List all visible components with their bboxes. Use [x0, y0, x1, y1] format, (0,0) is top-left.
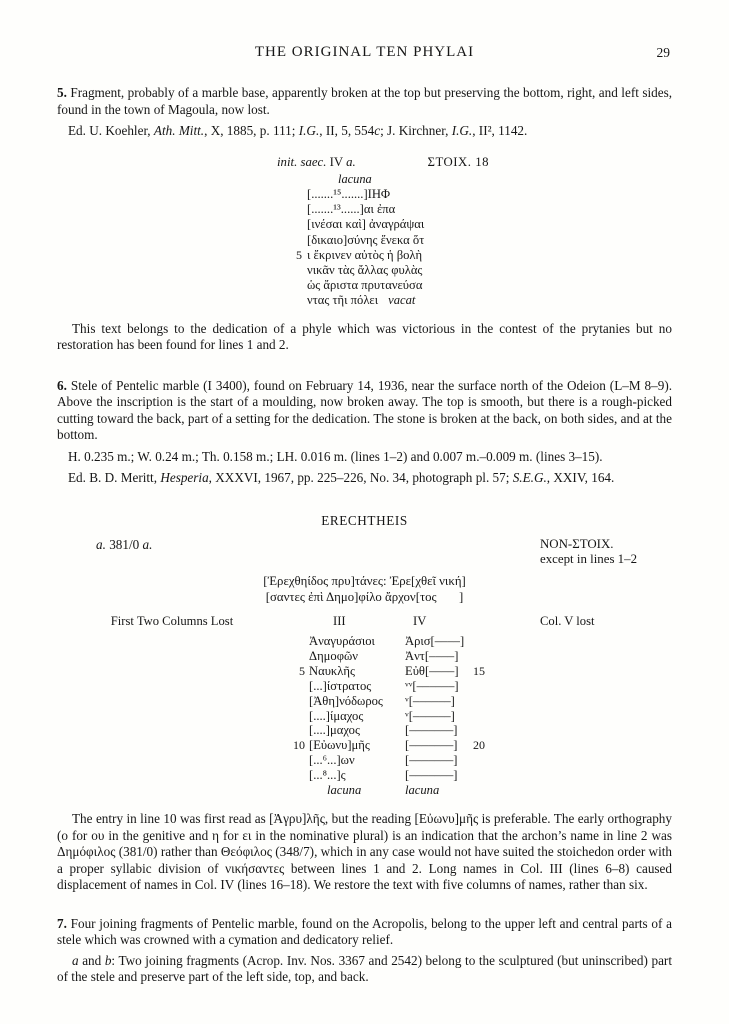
greek-text: ι ἔκρινεν αὐτὸς ἡ βολὴ — [307, 247, 423, 262]
spacer — [57, 649, 287, 664]
line-number — [473, 649, 503, 664]
column-row — [57, 694, 672, 709]
non-stoichedon-line2: except in lines 1–2 — [540, 551, 638, 566]
line-number: 5 — [299, 663, 305, 678]
entry-5-text: Fragment, probably of a marble base, apparently broken at the top but preserving the bottom, right, and left sides, found in the town of Magoula, now lost. — [57, 85, 673, 117]
citation-text: Ed. U. Koehler, — [68, 123, 154, 138]
column-4-label: IV — [413, 614, 427, 629]
entry-7-text: Four joining fragments of Pentelic marble, found on the Acropolis, belong to the upper left and central parts of a stele which was crowned with a cymation and dedicatory relief. — [57, 915, 673, 947]
deme-name: Δημοφῶν — [309, 648, 358, 663]
line-number — [287, 709, 309, 724]
inscription-line — [282, 263, 672, 278]
personal-name: [–––––––] — [405, 723, 458, 738]
entry-5-commentary: This text belongs to the dedication of a phyle which was victorious in the contest of the prytanies but no restoration has been found for lines 1 and 2. — [57, 320, 672, 353]
entry-6-number: 6. — [57, 377, 67, 393]
work-title-italic: c — [374, 123, 381, 138]
columns-lost-label: First Two Columns Lost — [110, 614, 234, 629]
greek-text: ντας τῆι πόλει — [307, 293, 379, 308]
entry-6-citation — [57, 470, 672, 487]
column-row — [57, 768, 672, 783]
personal-name: [–––––––] — [405, 768, 458, 783]
date-numeral: 381/0 — [109, 537, 140, 553]
personal-name: ᵛ[––––––] — [405, 708, 455, 723]
column-row — [57, 664, 672, 679]
date-italic: a. — [346, 154, 356, 169]
inscription-line — [282, 293, 672, 308]
inscription-line — [282, 233, 672, 248]
citation-text: Ed. B. D. Meritt, — [68, 470, 161, 486]
entry-7-number: 7. — [57, 915, 67, 931]
greek-text: [.......¹³......]αι ἐπα — [307, 202, 396, 217]
column-row — [57, 723, 672, 738]
citation-text: , II, 5, 554 — [319, 123, 375, 138]
spacer — [57, 634, 287, 649]
personal-name: ᵛᵛ[––––––] — [405, 678, 459, 693]
fragment-letter-italic: a — [72, 952, 79, 968]
lacuna-label-top: lacuna — [338, 172, 372, 186]
column-3-label: III — [333, 614, 346, 629]
column-row — [57, 753, 672, 768]
spacer — [57, 709, 287, 724]
inscription-5-text — [282, 187, 672, 309]
citation-text: ; J. Kirchner, — [380, 123, 452, 138]
page-title: THE ORIGINAL TEN PHYLAI — [254, 44, 475, 60]
line-number — [287, 634, 309, 649]
line-number — [287, 723, 309, 738]
spacer — [57, 664, 287, 679]
spacer — [57, 768, 287, 783]
line-number — [287, 753, 309, 768]
column-row — [57, 709, 672, 724]
page-number: 29 — [656, 45, 670, 60]
spacer — [57, 738, 287, 753]
entry-6-paragraph — [57, 378, 672, 444]
column-row — [57, 738, 672, 753]
inscription-5-date — [277, 154, 356, 171]
personal-name: Ἀντ[––––] — [405, 648, 459, 663]
deme-name: Ἀναγυράσιοι — [309, 634, 375, 649]
entry-5-paragraph — [57, 85, 672, 118]
date-italic: init. saec. — [277, 154, 327, 169]
inscription-line — [282, 217, 672, 232]
inscription-line — [282, 187, 672, 202]
fragment-letter-italic: b — [104, 952, 112, 968]
columns-header — [57, 614, 672, 629]
lacuna-label: lacuna — [327, 783, 362, 798]
entry-5-number: 5. — [57, 85, 67, 100]
spacer — [57, 694, 287, 709]
stoichedon-label: ΣΤΟΙΧ. 18 — [427, 154, 489, 169]
date-italic: a. — [142, 537, 153, 553]
personal-name: Ἀρισ[––––] — [405, 634, 465, 649]
lacuna-label: lacuna — [405, 783, 440, 798]
spacer — [473, 614, 503, 629]
personal-name: [–––––––] — [405, 753, 458, 768]
entry-5-citation — [57, 123, 672, 140]
inscription-6-heading-line: [Ἐρεχθηίδος πρυ]τάνες: Ἐρε[χθεῖ νική] — [263, 574, 466, 589]
work-title-italic: Hesperia — [160, 470, 209, 486]
line-number — [287, 679, 309, 694]
inscription-6-title: ERECHTHEIS — [321, 512, 408, 528]
column-row — [57, 679, 672, 694]
entry-7-paragraph — [57, 916, 672, 949]
spacer — [287, 614, 309, 629]
deme-name: [...⁶...]ων — [309, 753, 355, 768]
inscription-6-heading-line: [σαντες ἐπὶ Δημο]φίλο ἄρχον[τος ] — [265, 589, 464, 604]
work-title-italic: S.E.G. — [512, 470, 547, 486]
spacer — [57, 783, 287, 798]
inscription-6-header — [57, 537, 672, 566]
deme-name: [Εὐωνυ]μῆς — [309, 738, 370, 753]
greek-text: ὡς ἄριστα πρυτανεύσα — [307, 278, 423, 293]
line-number — [473, 694, 503, 709]
personal-name: [–––––––] — [405, 738, 458, 753]
non-stoichedon-line1: NON-ΣΤΟΙΧ. — [540, 537, 614, 552]
inscription-line — [282, 248, 672, 263]
vacat-label: vacat — [388, 293, 416, 308]
line-number — [287, 649, 309, 664]
greek-text: [.......¹⁵.......]ΙΗΦ — [307, 187, 391, 201]
lacuna-row — [57, 783, 672, 798]
deme-name: [Ἀθη]νόδωρος — [309, 693, 383, 708]
work-title-italic: I.G. — [451, 123, 473, 138]
entry-7-fragments-paragraph — [57, 953, 672, 986]
line-number: 20 — [473, 738, 485, 753]
spacer — [57, 679, 287, 694]
greek-text: [δικαιο]σύνης ἕνεκα ὅτ — [307, 232, 425, 247]
page-header — [57, 44, 672, 62]
fragment-text: : Two joining fragments (Acrop. Inv. Nos. 3367 and 2542) belong to the sculptured (but uninscribed) part of the stele and preserve part of the left side, top, and back. — [57, 952, 672, 984]
column-5-lost-label: Col. V lost — [540, 614, 595, 629]
inscription-6-date — [57, 537, 152, 566]
line-number — [287, 768, 309, 783]
line-number: 10 — [293, 738, 305, 753]
line-number: 5 — [296, 247, 302, 262]
column-row — [57, 634, 672, 649]
line-number: 15 — [473, 663, 485, 678]
spacer — [57, 723, 287, 738]
line-number — [287, 694, 309, 709]
greek-text: [ινέσαι καὶ] ἀναγράψαι — [307, 217, 425, 232]
column-row — [57, 649, 672, 664]
work-title-italic: Ath. Mitt. — [153, 123, 205, 138]
citation-text: , II², 1142. — [472, 123, 528, 138]
fragment-text: and — [78, 952, 105, 968]
deme-name: [...]ίστρατος — [309, 678, 372, 693]
line-number — [473, 709, 503, 724]
line-number — [473, 679, 503, 694]
entry-6-measurements: H. 0.235 m.; W. 0.24 m.; Th. 0.158 m.; LH. 0.016 m. (lines 1–2) and 0.007 m.–0.009 m. (lines 3–15). — [68, 448, 603, 464]
non-stoichedon-label — [540, 537, 672, 566]
entry-6-text: Stele of Pentelic marble (I 3400), found on February 14, 1936, near the surface north of the Odeion (L–M 8–9). Above the inscription is the start of a moulding, now broken away. The top is smooth, but there is a rough-picked cutting toward the back, part of a setting for the dedication. The stone is broken at the back, on both sides, and at the bottom. — [57, 377, 673, 443]
inscription-6-columns — [57, 614, 672, 798]
work-title-italic: I.G. — [298, 123, 320, 138]
deme-name: [...⁸...]ς — [309, 768, 346, 783]
date-italic: a. — [96, 537, 106, 553]
inscription-line — [282, 202, 672, 217]
line-number — [473, 768, 503, 783]
inscription-line — [282, 278, 672, 293]
line-number — [473, 723, 503, 738]
date-numeral: IV — [329, 154, 343, 169]
citation-text: , X, 1885, p. 111; — [204, 123, 299, 138]
deme-name: [....]ίμαχος — [309, 708, 364, 723]
spacer — [57, 753, 287, 768]
line-number — [473, 753, 503, 768]
citation-text: , XXXVI, 1967, pp. 225–226, No. 34, photograph pl. 57; — [208, 470, 513, 486]
spacer — [287, 783, 309, 798]
spacer — [473, 783, 503, 798]
line-number — [473, 634, 503, 649]
inscription-6-commentary: The entry in line 10 was first read as [Ἀγρυ]λῆς, but the reading [Εὐωνυ]μῆς is preferable. The early orthography (ο for ου in the genitive and η for ει in the nominative plural) is an indication that the archon’s name in line 2 was Δημόφιλος (381/0) rather than Θεόφιλος (348/7), which in any case would not have suited the stoichedon order with a proper syllabic division of νικήσαντες between lines 1 and 2. Long names in Col. III (lines 6–8) caused displacement of names in Col. IV (lines 16–18). We restore the text with five columns of names, rather than six. — [57, 811, 672, 892]
inscription-5-header — [277, 154, 489, 171]
personal-name: ᵛ[––––––] — [405, 693, 455, 708]
greek-text: νικᾶν τὰς ἄλλας φυλὰς — [307, 263, 423, 278]
deme-name: [....]μαχος — [309, 723, 360, 738]
citation-text: , XXIV, 164. — [546, 470, 615, 486]
deme-name: Ναυκλῆς — [309, 663, 355, 678]
personal-name: Εὐθ[––––] — [405, 663, 459, 678]
